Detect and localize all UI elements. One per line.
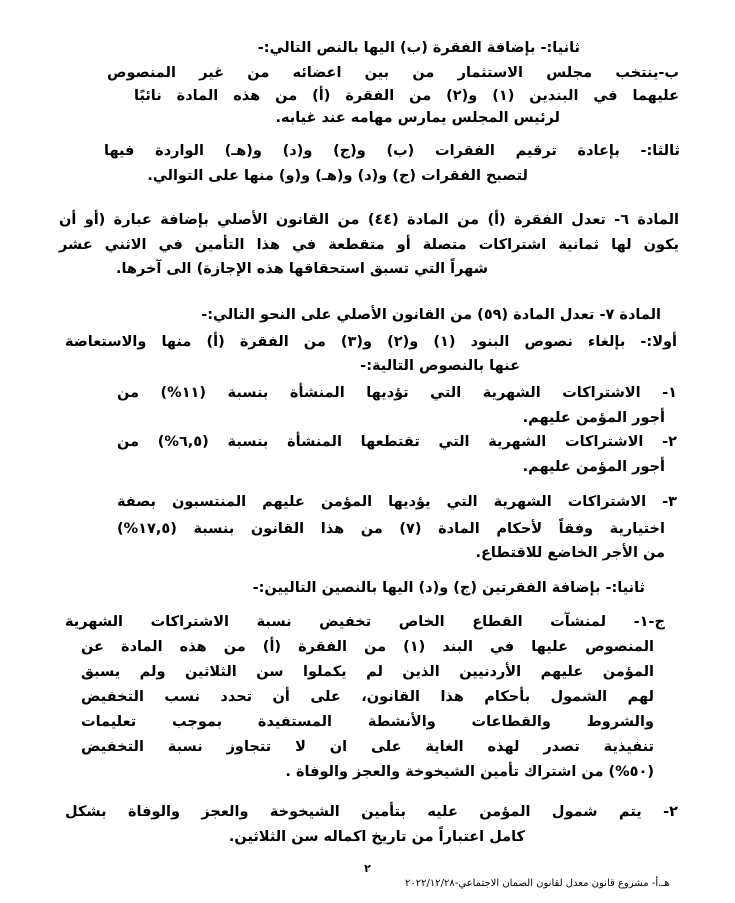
paragraph-line: لتصبح الفقرات (ج) و(د) و(هـ) و(و) منها على التوالي. (147, 168, 528, 184)
paragraph-line: ب-ينتخب مجلس الاستثمار من بين اعضائه من غير المنصوص (107, 65, 679, 81)
paragraph-line: أولا:- بإلغاء نصوص البنود (١) و(٢) و(٣) من الفقرة (أ) منها والاستعاضة (65, 334, 677, 350)
section-heading: ثانيا:- بإضافة الفقرتين (ج) و(د) اليها بالنصين التاليين:- (252, 580, 645, 596)
paragraph-line: (٥٠%) من اشتراك تأمين الشيخوخة والعجز والوفاة . (285, 764, 654, 780)
page-number: ٢ (364, 862, 371, 875)
paragraph-line: ثالثا:- بإعادة ترقيم الفقرات (ب) و(ج) و(د) و(هـ) الواردة فيها (104, 143, 680, 159)
list-item: ٢- يتم شمول المؤمن عليه بتأمين الشيخوخة والعجز والوفاة بشكل (65, 804, 678, 820)
paragraph-line: شهراً التي تسبق استحقاقها هذه الإجازة) الى آخرها. (115, 261, 488, 277)
list-item-continuation: أجور المؤمن عليهم. (522, 410, 665, 426)
paragraph-line: عنها بالنصوص التالية:- (360, 358, 520, 374)
paragraph-line: يكون لها ثمانية اشتراكات متصلة أو متقطعة في هذا التأمين في الاثني عشر (59, 237, 679, 253)
paragraph-line: ج-١- لمنشآت القطاع الخاص تخفيض نسبة الاشتراكات الشهرية (65, 614, 665, 630)
paragraph-line: عليهما في البندين (١) و(٢) من الفقرة (أ) من هذه المادة نائبًا (134, 88, 679, 104)
list-item-continuation: أجور المؤمن عليهم. (522, 459, 665, 475)
list-item-continuation: من الأجر الخاضع للاقتطاع. (475, 545, 665, 561)
paragraph-line: تنفيذية تصدر لهذه الغاية على ان لا تتجاوز نسبة التخفيض (81, 739, 654, 755)
list-item: ٣- الاشتراكات الشهرية التي يؤديها المؤمن عليهم المنتسبون بصفة (117, 494, 677, 510)
footer-text: هـ.أ- مشروع قانون معدل لقانون الضمان الاجتماعي-٢٠٢٢/١٢/٢٨ (405, 878, 670, 889)
paragraph-line: لرئيس المجلس يمارس مهامه عند غيابه. (275, 110, 560, 126)
paragraph-line: المؤمن عليهم الأردنيين الذين لم يكملوا سن الثلاثين ولم يسبق (81, 664, 654, 680)
list-item: ٢- الاشتراكات الشهرية التي تقتطعها المنشأة بنسبة (٦,٥%) من (117, 434, 678, 450)
section-heading: ثانيا:- بإضافة الفقرة (ب) اليها بالنص التالي:- (257, 40, 580, 56)
article-heading: المادة ٦- تعدل الفقرة (أ) من المادة (٤٤) من القانون الأصلي بإضافة عبارة (أو أن (59, 212, 679, 228)
list-item-continuation: اختيارية وفقاً لأحكام المادة (٧) من هذا القانون بنسبة (١٧,٥%) (117, 521, 665, 537)
paragraph-line: لهم الشمول بأحكام هذا القانون، على أن تحدد نسب التخفيض (81, 689, 654, 705)
paragraph-line: والشروط والقطاعات والأنشطة المستفيدة بموجب تعليمات (81, 714, 654, 730)
list-item: ١- الاشتراكات الشهرية التي تؤديها المنشأة بنسبة (١١%) من (117, 385, 677, 401)
article-heading: المادة ٧- تعدل المادة (٥٩) من القانون الأصلي على النحو التالي:- (201, 307, 661, 323)
list-item-continuation: كامل اعتباراً من تاريخ اكماله سن الثلاثين. (228, 829, 525, 845)
paragraph-line: المنصوص عليها في البند (١) من الفقرة (أ) من هذه المادة عن (81, 639, 655, 655)
